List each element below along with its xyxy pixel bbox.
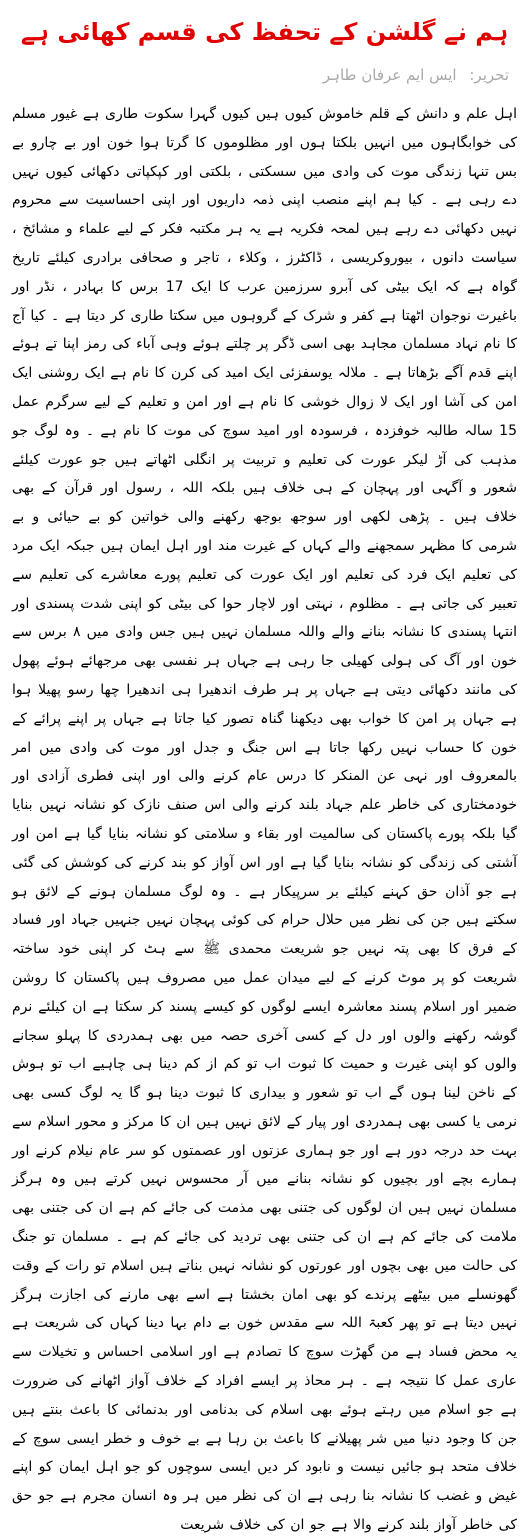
author-name: ایس ایم عرفان طاہر — [322, 66, 457, 84]
byline-label: تحریر: — [469, 66, 509, 84]
article-headline: ہم نے گلشن کے تحفظ کی قسم کھائی ہے — [20, 18, 509, 46]
article-body: اہل علم و دانش کے قلم خاموش کیوں ہیں کیوں گہرا سکوت طاری ہے غیور مسلم کی خوابگاہوں میں انہیں بلکتا ہوں اور مظلوموں کا گرتا ہوا خون اور بے چارو بے بس تنہا زندگی موت کی وادی میں سسکتی ، بلکتی اور کپکپاتی دکھائی کیوں نہیں دے رہی ہے ۔ کیا ہم اپنے منصب اپنی ذمہ داریوں اور اپنی احساسیت سے محروم نہیں دکھائی دے رہے ہیں لمحہ فکریہ ہے یہ ہر مکتبہ فکر کے لیے علماء و مشائخ ، سیاست دانوں ، بیوروکریسی ، ڈاکٹرز ، وکلاء ، تاجر و صحافی برادری کیلئے تاریخ گواہ ہے کہ ایک بیٹی کی آبرو سرزمین عرب کا ایک 17 برس کا بہادر ، نڈر اور باغیرت نوجوان اٹھتا ہے کفر و شرک کے گروہوں میں سکتا طاری کر دیتا ہے ۔ کیا آج کا نام نہاد مسلمان مجاہد بھی اسی ڈگر پر چلتے ہوئے وہی آباء کی رمز اپنا تے ہوئے اپنے قدم آگے بڑھاتا ہے ۔ ملالہ یوسفزئی ایک امید کی کرن کا نام ہے ایک روشنی ایک امن کی آشا اور ایک لا زوال خوشی کا نام ہے اور امن و تعلیم کے لیے سرگرم عمل 15 سالہ طالبہ خوفزدہ ، فرسودہ اور امید سوچ کی موت کا نام ہے ۔ وہ لوگ جو مذہب کی آڑ لیکر عورت کی تعلیم و تربیت پر انگلی اٹھاتے ہیں جو عورت کیلئے شعور و آگہی اور پہچان کے ہی خلاف ہیں بلکہ اللہ ، رسول اور قرآن کے بھی خلاف ہیں ۔ پڑھی لکھی اور سوجھ بوجھ رکھنے والی خواتین کو بے حیائی و بے شرمی کا مظہر سمجھنے والے کہاں کے غیرت مند اور اہل ایمان ہیں جبکہ ایک مرد کی تعلیم ایک فرد کی تعلیم اور ایک عورت کی تعلیم پورے معاشرے کی تعلیم سے تعبیر کی جاتی ہے ۔ مظلوم ، نہتی اور لاچار حوا کی بیٹی کو اپنی شدت پسندی اور انتہا پسندی کا نشانہ بنانے والے واللہ مسلمان نہیں ہیں جس وادی میں ۸ برس سے خون اور آگ کی ہولی کھیلی جا رہی ہے جہاں ہر نفسی بھی مرجھائے ہوئے پھول کی مانند دکھائی دیتی ہے جہاں پر ہر طرف اندھیرا ہی اندھیرا چھا رسو پھیلا ہوا ہے جہاں پر امن کا خواب بھی دیکھنا گناہ تصور کیا جاتا ہے جہاں پر اپنے پرائے کے خون کا حساب نہیں رکھا جاتا ہے اس جنگ و جدل اور موت کی وادی میں امر بالمعروف اور نہی عن المنکر کا درس عام کرنے والی اور اپنی فطری آزادی اور خودمختاری کی خاطر علم جہاد بلند کرنے والی اس صنف نازک کو نشانہ نہیں بنایا گیا بلکہ پورے پاکستان کی سالمیت اور بقاء و سلامتی کو نشانہ بنایا گیا ہے امن اور آشتی کی زندگی کو نشانہ بنایا گیا ہے اور اس آواز کو بند کرنے کی کوشش کی گئی ہے جو آذان حق کہنے کیلئے بر سرپیکار ہے ۔ وہ لوگ مسلمان ہونے کے لائق ہو سکتے ہیں جن کی نظر میں حلال حرام کی کوئی پہچان نہیں جنہیں جہاد اور فساد کے فرق کا بھی پتہ نہیں جو شریعت محمدی ﷺ سے ہٹ کر اپنی خود ساختہ شریعت کو پر موٹ کرنے کے لیے میدان عمل میں مصروف ہیں پاکستان کا روشن ضمیر اور اسلام پسند معاشرہ ایسے لوگوں کو کیسے پسند کر سکتا ہے ان کیلئے نرم گوشہ رکھنے والوں اور دل کے کسی آخری حصہ میں بھی ہمدردی کا پہلو سجانے والوں کو اپنی غیرت و حمیت کا ثبوت اب تو کم از کم دینا ہی چاہیے اب تو ہوش کے ناخن لینا ہوں گے اب تو شعور و بیداری کا ثبوت دینا ہو گا یہ لوگ کسی بھی نرمی یا کسی بھی ہمدردی اور پیار کے لائق نہیں ہیں ان کا مرکز و محور اسلام سے بہت حد درجہ دور ہے اور جو ہماری عزتوں اور عصمتوں کو سر عام نیلام کرنے اور ہمارے بچے اور بچیوں کو نشانہ بنانے میں آر محسوس نہیں کرتے ہیں وہ ہرگز مسلمان نہیں ہیں ان لوگوں کی جتنی بھی مذمت کی جائے کم ہے ان کی جتنی بھی ملامت کی جائے کم ہے ان کی جتنی بھی تردید کی جائے کم ہے ۔ مسلمان تو جنگ کی حالت میں بھی بچوں اور عورتوں کو نشانہ نہیں بناتے ہیں اسلام تو رات کے وقت گھونسلے میں بیٹھے پرندے کو بھی امان بخشتا ہے اسے بھی مارنے کی اجازت ہرگز نہیں دیتا ہے تو پھر کعبۃ اللہ سے مقدس خون بے دام بہا دینا کہاں کی شریعت ہے یہ محض فساد ہے من گھڑت سوچ کا تصادم ہے اور اسلامی احساس و تخیلات سے عاری عمل کا نتیجہ ہے ۔ ہر محاذ پر ایسے افراد کے خلاف آواز اٹھانے کی ضرورت ہے جو اسلام میں رہتے ہوئے بھی اسلام کی بدنامی اور بدنمائی کا باعث بنتے ہیں جن کا وجود دنیا میں شر پھیلانے کا باعث بن رہا ہے بے خوف و خطر ایسی سوچ کے خلاف متحد ہو جائیں نیست و نابود کر دیں ایسی سوچوں کو جو اہل ایمان کو اپنے غیض و غضب کا نشانہ بنا رہی ہے ان کی نظر میں ہر وہ انسان مجرم ہے جو حق کی خاطر آواز بلند کرنے والا ہے جو ان کی خلاف شریعت — [12, 106, 518, 1534]
article-byline — [12, 64, 509, 86]
